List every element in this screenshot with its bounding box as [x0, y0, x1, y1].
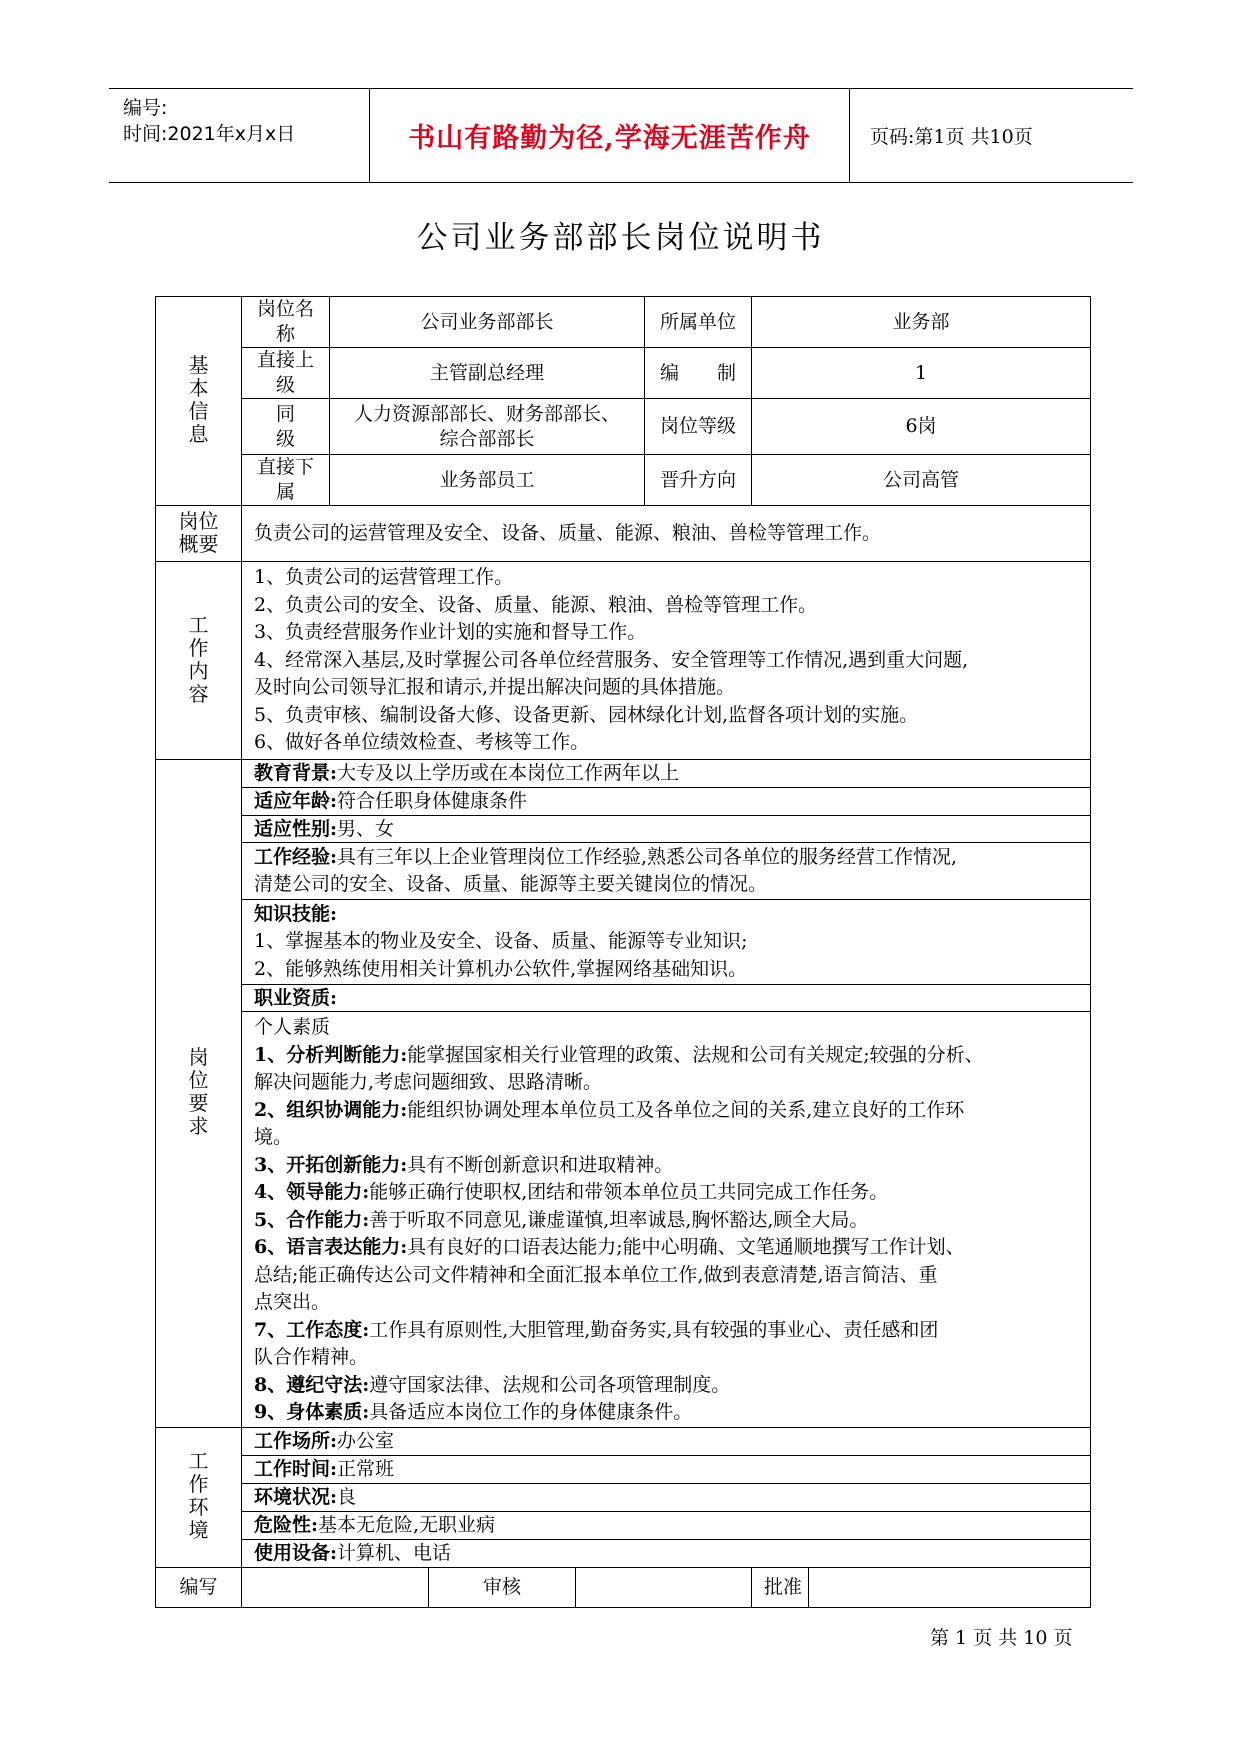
qualification-label: 职业资质:	[254, 986, 338, 1009]
motto-text: 书山有路勤为径,学海无涯苦作舟	[408, 123, 811, 154]
experience-label: 工作经验:	[254, 845, 338, 868]
basic-value: 6岗	[752, 399, 1091, 455]
approve-field[interactable]	[809, 1567, 1091, 1607]
duty-item: 2、负责公司的安全、设备、质量、能源、粮油、兽检等管理工作。	[254, 593, 818, 616]
education-label: 教育背景:	[254, 762, 338, 784]
personal-item-6-cont: 点突出。	[254, 1291, 331, 1313]
personal-item-2: 2、组织协调能力:能组织协调处理本单位员工及各单位之间的关系,建立良好的工作环	[254, 1098, 965, 1121]
basic-value: 业务部	[752, 297, 1091, 348]
education-value: 大专及以上学历或在本岗位工作两年以上	[337, 762, 680, 784]
basic-key: 岗位等级	[645, 399, 752, 455]
document-number-label: 编号:	[123, 97, 168, 119]
env-value: 正常班	[337, 1457, 395, 1480]
personal-item-6-cont: 总结;能正确传达公司文件精神和全面汇报本单位工作,做到表意清楚,语言简洁、重	[254, 1263, 938, 1286]
review-field[interactable]	[576, 1567, 752, 1607]
basic-row-2	[156, 348, 1091, 399]
personal-item-7-cont: 队合作精神。	[254, 1346, 369, 1368]
experience-value-line: 清楚公司的安全、设备、质量、能源等主要关键岗位的情况。	[254, 873, 768, 895]
env-row	[156, 1483, 1091, 1511]
environment-section-label: 工作环境	[156, 1427, 242, 1567]
env-label: 工作时间:	[254, 1457, 338, 1480]
env-row	[156, 1511, 1091, 1539]
personal-item-3: 3、开拓创新能力:具有不断创新意识和进取精神。	[254, 1153, 674, 1176]
basic-value-line: 人力资源部部长、财务部部长、	[353, 402, 620, 425]
skill-item: 1、掌握基本的物业及安全、设备、质量、能源等专业知识;	[254, 930, 748, 953]
personal-item-9: 9、身体素质:具备适应本岗位工作的身体健康条件。	[254, 1401, 693, 1423]
duty-item: 4、经常深入基层,及时掌握公司各单位经营服务、安全管理等工作情况,遇到重大问题,	[254, 648, 969, 671]
header-page-cell	[850, 89, 1133, 182]
basic-value: 业务部员工	[330, 455, 645, 506]
document-title: 公司业务部部长岗位说明书	[416, 220, 825, 256]
env-row	[156, 1455, 1091, 1483]
env-label: 环境状况:	[254, 1485, 338, 1508]
personal-item-4: 4、领导能力:能够正确行使职权,团结和带领本单位员工共同完成工作任务。	[254, 1181, 889, 1203]
req-experience-row	[156, 843, 1091, 900]
duties-row	[156, 562, 1091, 760]
basic-key: 所属单位	[645, 297, 752, 348]
req-skills-row	[156, 900, 1091, 985]
basic-key: 直接下属	[242, 455, 330, 506]
duty-item: 6、做好各单位绩效检查、考核等工作。	[254, 731, 590, 754]
env-value: 基本无危险,无职业病	[318, 1513, 496, 1536]
duty-item: 3、负责经营服务作业计划的实施和督导工作。	[254, 621, 647, 644]
page-header	[109, 88, 1133, 183]
req-qualification-row	[156, 985, 1091, 1012]
duties-section-label: 工作内容	[156, 562, 242, 760]
env-value: 计算机、电话	[337, 1541, 452, 1564]
summary-section-label: 岗位概要	[156, 506, 242, 562]
personal-item-2-cont: 境。	[254, 1126, 293, 1148]
basic-value: 公司高管	[752, 455, 1091, 506]
write-label: 编写	[156, 1567, 242, 1607]
env-label: 工作场所:	[254, 1429, 338, 1452]
skills-label: 知识技能:	[254, 902, 338, 925]
personal-item-1-cont: 解决问题能力,考虑问题细致、思路清晰。	[254, 1071, 603, 1093]
requirements-section-label: 岗位要求	[156, 760, 242, 1428]
basic-row-4	[156, 455, 1091, 506]
duty-item: 及时向公司领导汇报和请示,并提出解决问题的具体措施。	[254, 676, 736, 699]
job-description-table	[155, 296, 1091, 1608]
basic-value	[330, 399, 645, 455]
approve-label: 批准	[752, 1567, 809, 1607]
basic-value: 公司业务部部长	[330, 297, 645, 348]
env-label: 使用设备:	[254, 1541, 338, 1564]
basic-key: 编 制	[645, 348, 752, 399]
basic-section-label: 基本信息	[156, 297, 242, 506]
personal-item-7: 7、工作态度:工作具有原则性,大胆管理,勤奋务实,具有较强的事业心、责任感和团	[254, 1318, 939, 1341]
summary-row	[156, 506, 1091, 562]
age-value: 符合任职身体健康条件	[337, 790, 528, 812]
personal-item-6: 6、语言表达能力:具有良好的口语表达能力;能中心明确、文笔通顺地撰写工作计划、	[254, 1236, 965, 1258]
req-age-row	[156, 788, 1091, 816]
header-motto-cell	[370, 89, 850, 182]
age-label: 适应年龄:	[254, 790, 338, 812]
skill-item: 2、能够熟练使用相关计算机办公软件,掌握网络基础知识。	[254, 957, 748, 980]
env-value: 良	[337, 1485, 357, 1508]
basic-value: 1	[752, 348, 1091, 399]
write-field[interactable]	[242, 1567, 429, 1607]
gender-label: 适应性别:	[254, 817, 338, 840]
basic-key: 同 级	[242, 399, 330, 455]
page-info: 页码:第1页 共10页	[870, 126, 1033, 148]
req-personal-row	[156, 1012, 1091, 1428]
personal-heading: 个人素质	[254, 1016, 331, 1038]
experience-value: 具有三年以上企业管理岗位工作经验,熟悉公司各单位的服务经营工作情况,	[337, 845, 958, 868]
document-date-label: 时间:2021年x月x日	[123, 123, 296, 145]
review-label: 审核	[429, 1567, 576, 1607]
duty-item: 5、负责审核、编制设备大修、设备更新、园林绿化计划,监督各项计划的实施。	[254, 703, 919, 726]
personal-item-5: 5、合作能力:善于听取不同意见,谦虚谨慎,坦率诚恳,胸怀豁达,顾全大局。	[254, 1208, 869, 1231]
req-gender-row	[156, 816, 1091, 843]
basic-value: 主管副总经理	[330, 348, 645, 399]
basic-row-3	[156, 399, 1091, 455]
gender-value: 男、女	[337, 817, 395, 840]
env-row	[156, 1427, 1091, 1455]
basic-key: 岗位名称	[242, 297, 330, 348]
personal-item-1: 1、分析判断能力:能掌握国家相关行业管理的政策、法规和公司有关规定;较强的分析、	[254, 1043, 984, 1066]
page-footer: 第 1 页 共 10 页	[930, 1627, 1073, 1649]
basic-row-1	[156, 297, 1091, 348]
basic-key: 直接上级	[242, 348, 330, 399]
req-education-row	[156, 760, 1091, 788]
duty-item: 1、负责公司的运营管理工作。	[254, 566, 514, 589]
env-row	[156, 1539, 1091, 1567]
env-label: 危险性:	[254, 1513, 319, 1536]
basic-value-line: 综合部部长	[439, 427, 535, 450]
personal-item-8: 8、遵纪守法:遵守国家法律、法规和公司各项管理制度。	[254, 1373, 731, 1396]
basic-key: 晋升方向	[645, 455, 752, 506]
duties-list	[242, 562, 1091, 760]
signoff-row	[156, 1567, 1091, 1607]
env-value: 办公室	[337, 1429, 395, 1452]
header-left-cell	[109, 89, 370, 182]
summary-text: 负责公司的运营管理及安全、设备、质量、能源、粮油、兽检等管理工作。	[242, 506, 1091, 562]
